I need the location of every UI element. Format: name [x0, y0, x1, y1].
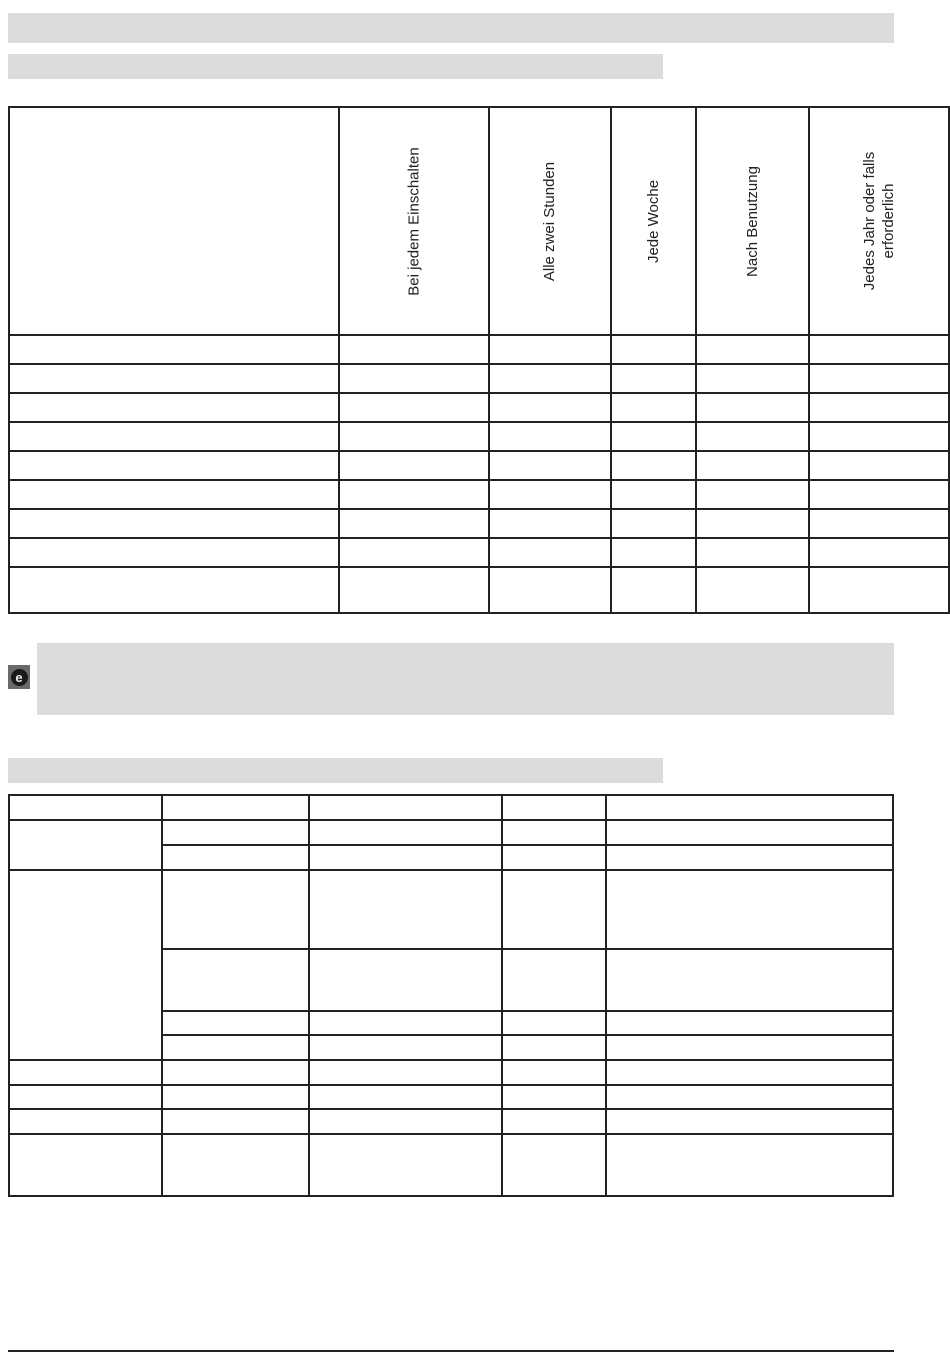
column-header: Alle zwei Stunden: [541, 161, 559, 281]
header-cell: [611, 107, 696, 335]
section-title-bar: [8, 758, 663, 783]
column-header-line: erforderlich: [879, 183, 897, 259]
header-cell: [696, 107, 809, 335]
header-cell-empty: [9, 107, 339, 335]
table-row: [9, 870, 893, 949]
header-cell: [339, 107, 489, 335]
table-row: [9, 393, 949, 422]
table-row: [9, 1134, 893, 1196]
footer-rule: [8, 1350, 894, 1352]
table-row: [9, 480, 949, 509]
column-header: [860, 152, 898, 290]
table-row: [9, 538, 949, 567]
page-header-bar: [8, 13, 894, 43]
table-row: [9, 509, 949, 538]
table-header-row: [9, 107, 949, 335]
table-row: [9, 451, 949, 480]
troubleshooting-table: [8, 794, 894, 1197]
column-header: Nach Benutzung: [743, 165, 761, 277]
maintenance-table: [8, 106, 950, 614]
table-row: [9, 1109, 893, 1134]
table-row: [9, 335, 949, 364]
table-row: [9, 1085, 893, 1109]
table-row: [9, 422, 949, 451]
column-header: Bei jedem Einschalten: [405, 146, 423, 296]
table-row: [9, 1060, 893, 1085]
section-title-bar: [8, 54, 663, 79]
column-header: Jede Woche: [644, 179, 662, 263]
table-row: [9, 364, 949, 393]
table-row: [9, 820, 893, 845]
table-header-row: [9, 795, 893, 820]
column-header-line: Jedes Jahr oder falls: [860, 151, 878, 291]
header-cell: [809, 107, 949, 335]
header-cell: [489, 107, 610, 335]
note-bar: [37, 643, 894, 715]
table-row: [9, 567, 949, 613]
circled-e-icon: e: [8, 665, 30, 689]
